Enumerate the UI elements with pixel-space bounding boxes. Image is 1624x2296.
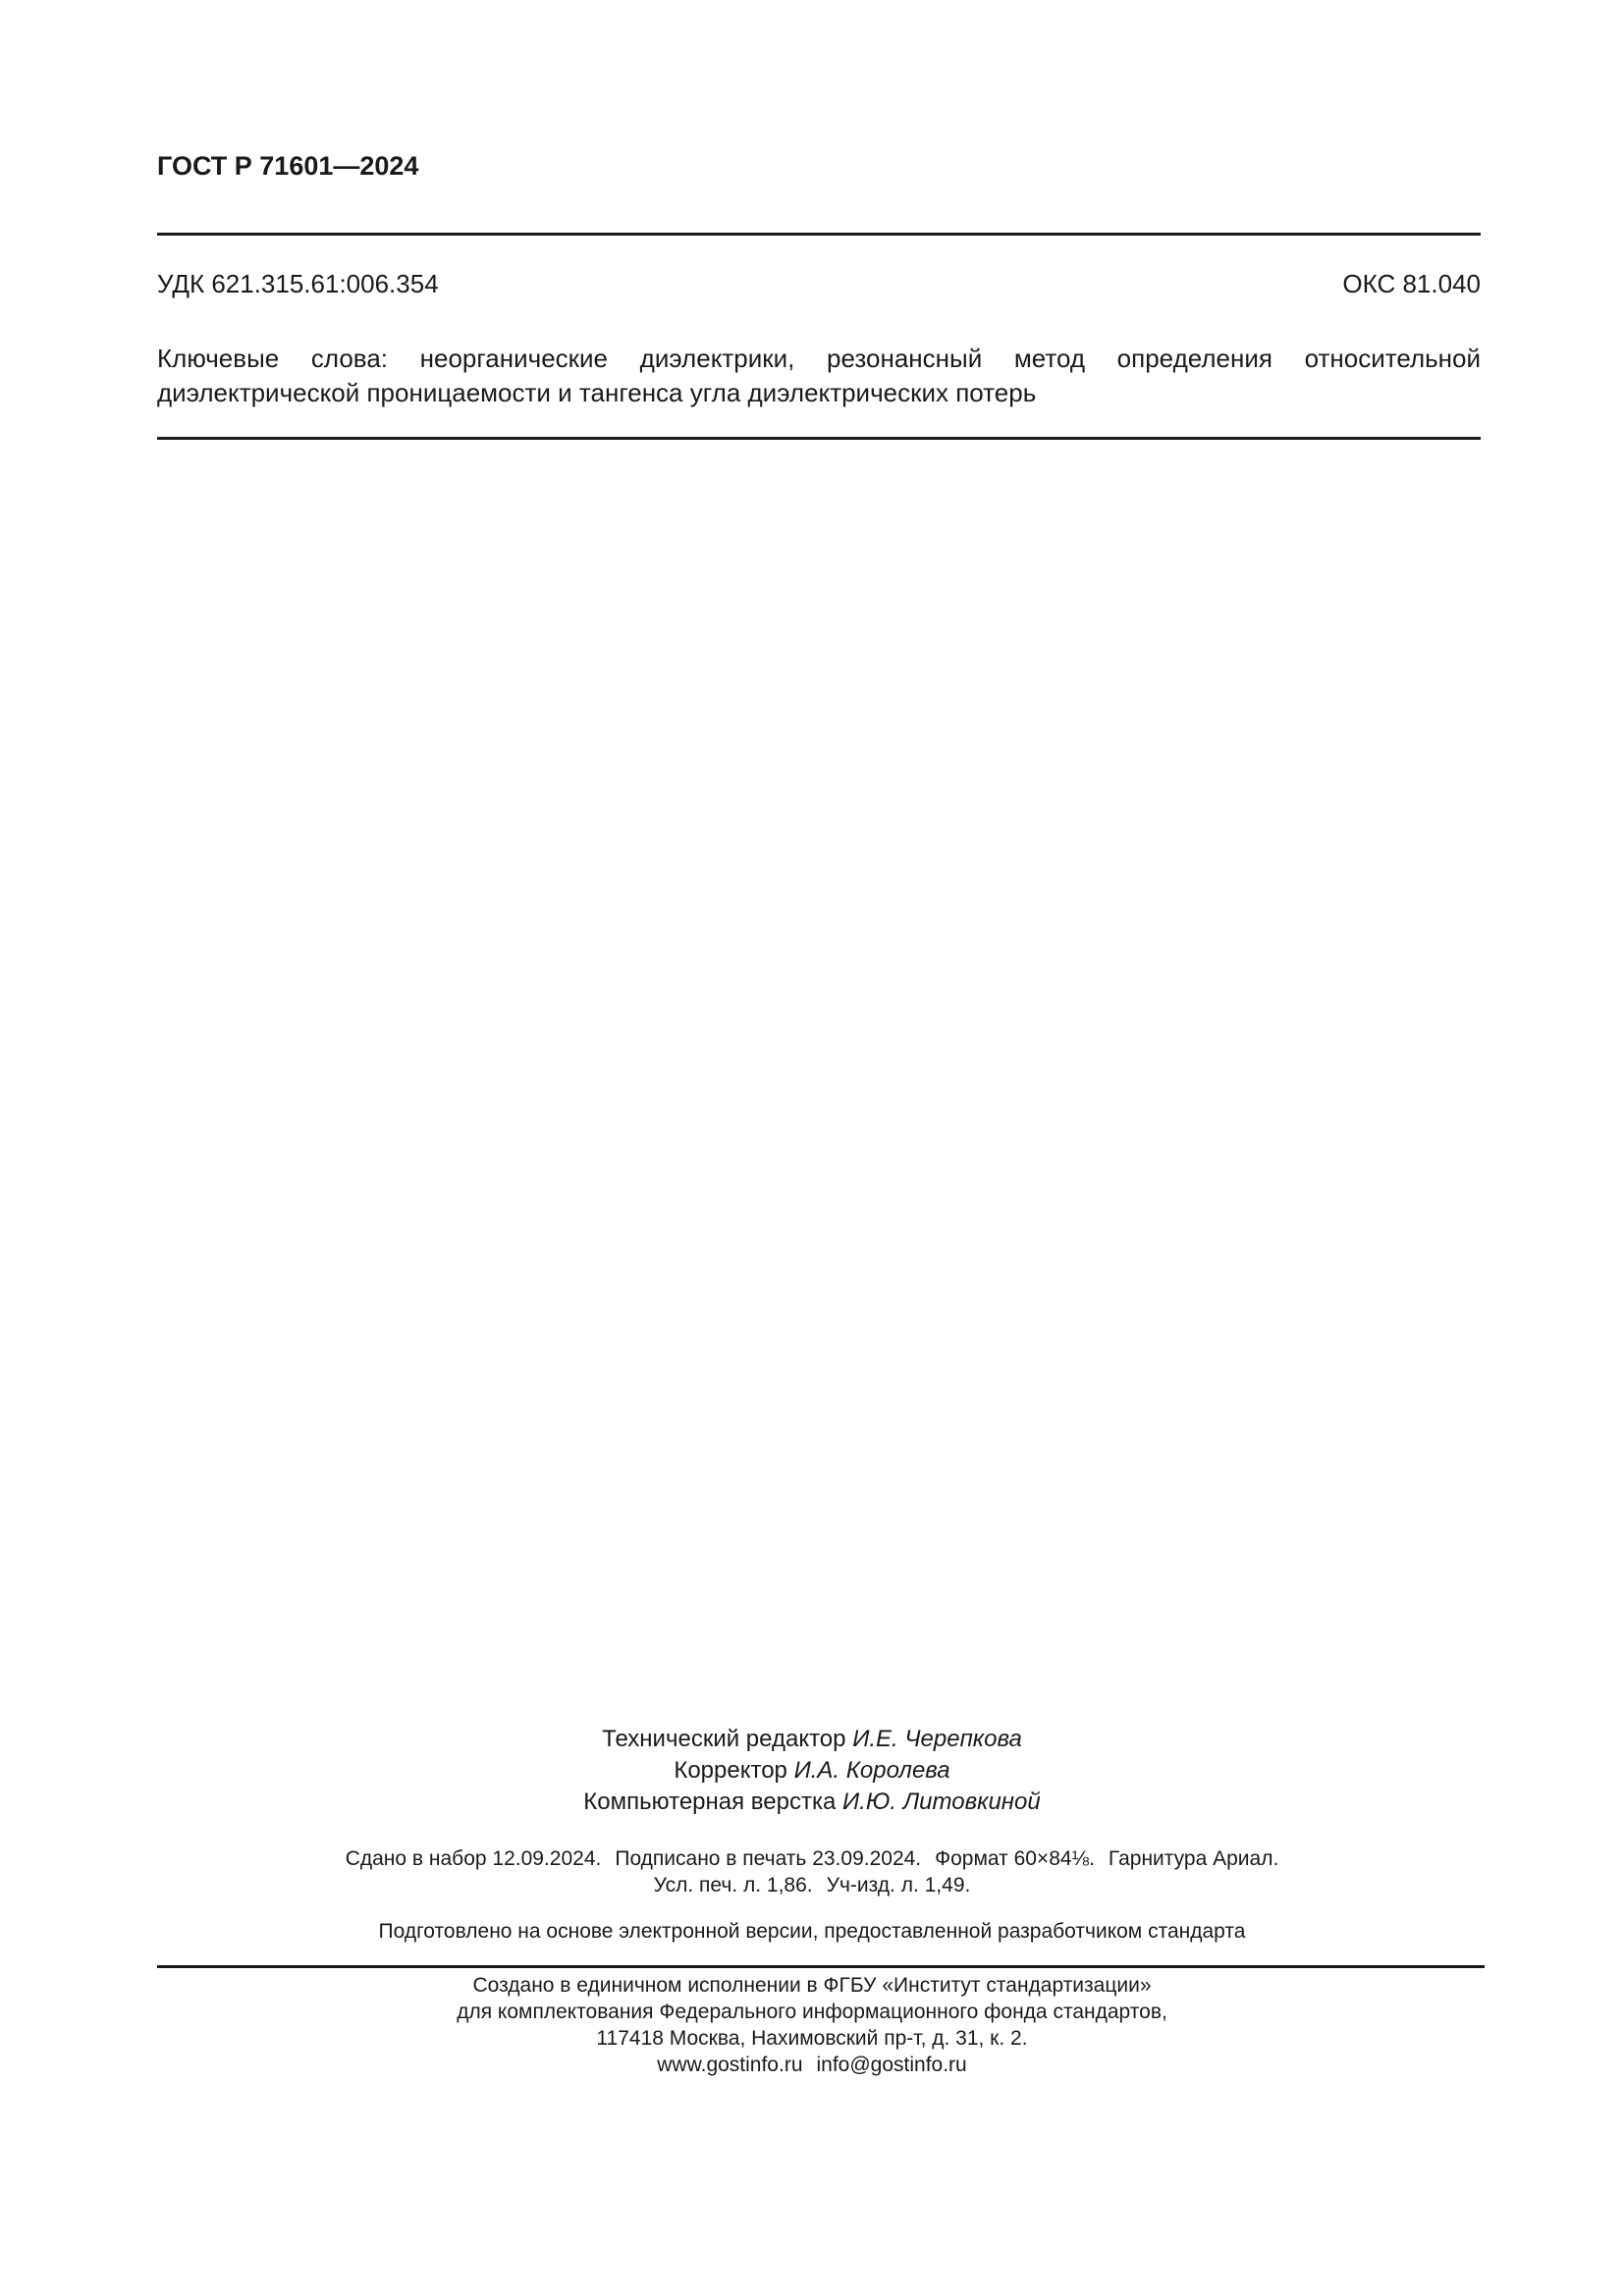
print-info: [0, 1845, 1624, 1898]
divider: [157, 437, 1481, 440]
staff-role: Технический редактор: [602, 1726, 846, 1752]
oks-code: ОКС 81.040: [1342, 269, 1481, 298]
staff-line: [0, 1787, 1624, 1818]
publisher-line: для комплектования Федерального информационного фонда стандартов,: [457, 2001, 1167, 2023]
staff-role: Компьютерная верстка: [583, 1789, 837, 1815]
submitted-date: Сдано в набор 12.09.2024.: [345, 1847, 602, 1870]
staff-credits: [0, 1724, 1624, 1818]
email-link[interactable]: info@gostinfo.ru: [816, 2054, 967, 2076]
format: Формат 60×84⅛.: [935, 1847, 1095, 1870]
divider: [157, 233, 1481, 236]
typeface: Гарнитура Ариал.: [1108, 1847, 1279, 1870]
staff-role: Корректор: [674, 1757, 787, 1784]
publisher-info: [0, 1972, 1624, 2078]
publisher-address: 117418 Москва, Нахимовский пр-т, д. 31, к. 2.: [596, 2027, 1028, 2050]
document-title: ГОСТ Р 71601—2024: [157, 151, 419, 181]
staff-name: И.А. Королева: [793, 1757, 950, 1784]
udk-code: УДК 621.315.61:006.354: [157, 269, 439, 298]
staff-name: И.Ю. Литовкиной: [842, 1789, 1041, 1815]
print-sheets: Усл. печ. л. 1,86.: [653, 1874, 813, 1896]
keywords: Ключевые слова: неорганические диэлектрики, резонансный метод определения относительной диэлектрической проницаемости и тангенса угла диэлектрических потерь: [157, 344, 1481, 407]
divider: [157, 1965, 1485, 1968]
publisher-line: Создано в единичном исполнении в ФГБУ «Институт стандартизации»: [472, 1974, 1152, 1997]
website-link[interactable]: www.gostinfo.ru: [657, 2054, 803, 2076]
prepared-note: Подготовлено на основе электронной версии, предоставленной разработчиком стандарта: [378, 1920, 1246, 1943]
staff-line: [0, 1755, 1624, 1787]
pub-sheets: Уч-изд. л. 1,49.: [826, 1874, 971, 1896]
staff-name: И.Е. Черепкова: [852, 1726, 1022, 1752]
staff-line: [0, 1724, 1624, 1755]
signed-date: Подписано в печать 23.09.2024.: [615, 1847, 922, 1870]
